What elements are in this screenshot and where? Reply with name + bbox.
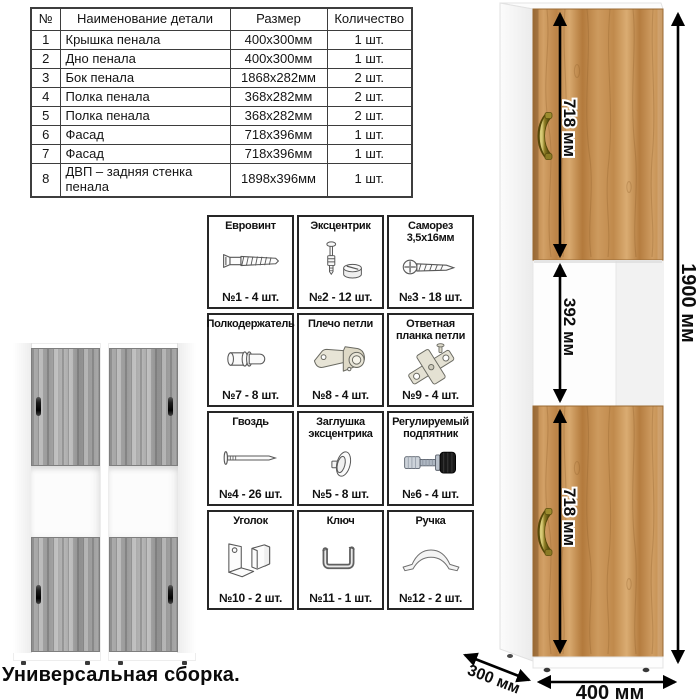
part-qty: 2 шт. [327, 88, 412, 107]
hardware-name: Гвоздь [232, 416, 269, 428]
shelf-pin-icon [220, 330, 282, 388]
cabinet-foot [643, 668, 650, 672]
part-number: 2 [31, 50, 60, 69]
column-header: Наименование детали [60, 8, 230, 31]
part-row [31, 145, 412, 164]
part-size: 368х282мм [230, 107, 327, 126]
part-size: 368х282мм [230, 88, 327, 107]
hinge-arm-icon [308, 330, 374, 388]
hardware-cell [297, 313, 384, 407]
part-qty: 1 шт. [327, 145, 412, 164]
part-qty: 2 шт. [327, 107, 412, 126]
gray-door-bottom [109, 537, 178, 652]
hardware-name: Саморез 3,5х16мм [406, 220, 455, 245]
part-qty: 1 шт. [327, 126, 412, 145]
part-number: 3 [31, 69, 60, 88]
cabinet-variant-left [13, 343, 101, 661]
hardware-count: №10 - 2 шт. [218, 591, 283, 605]
hardware-cell [207, 313, 294, 407]
euro-screw-icon [218, 232, 284, 290]
door-handle [36, 585, 41, 604]
wood-door-bottom [533, 406, 663, 657]
dim-bottom-door-label: 718 мм [560, 487, 579, 547]
door-handle [168, 585, 173, 604]
gray-door-top [31, 348, 100, 466]
dim-total-height-label: 1900 мм [677, 263, 699, 343]
door-handle [168, 397, 173, 416]
part-number: 7 [31, 145, 60, 164]
parts-table-body [31, 31, 412, 197]
corner-bracket-icon [220, 527, 282, 591]
part-number: 6 [31, 126, 60, 145]
hardware-count: №8 - 4 шт. [312, 388, 369, 402]
part-row [31, 126, 412, 145]
part-name: Крышка пенала [60, 31, 230, 50]
hardware-name: Эксцентрик [310, 220, 371, 232]
part-row [31, 31, 412, 50]
hardware-count: №7 - 8 шт. [222, 388, 279, 402]
open-niche [31, 466, 100, 537]
part-name: Полка пенала [60, 88, 230, 107]
part-name: Дно пенала [60, 50, 230, 69]
cabinet-foot [507, 654, 513, 658]
dim-top-door-label: 718 мм [560, 98, 579, 158]
cabinet-foot [544, 668, 551, 672]
caption: Универсальная сборка. [2, 664, 240, 686]
hardware-grid [207, 215, 474, 610]
hardware-name: Регулируемый подпятник [392, 416, 469, 441]
gray-door-bottom [31, 537, 100, 652]
hardware-cell [297, 215, 384, 309]
cam-bolt-icon [310, 232, 372, 290]
hardware-count: №2 - 12 шт. [308, 290, 373, 304]
part-row [31, 164, 412, 197]
part-number: 4 [31, 88, 60, 107]
part-number: 5 [31, 107, 60, 126]
cabinet-variants [13, 343, 197, 667]
hardware-cell [297, 510, 384, 610]
wood-door-top [533, 9, 663, 260]
open-niche [109, 466, 178, 537]
hardware-cell [207, 215, 294, 309]
cam-cap-icon [312, 441, 370, 487]
hardware-cell [297, 411, 384, 506]
part-qty: 1 шт. [327, 31, 412, 50]
hardware-name: Плечо петли [307, 318, 374, 330]
dim-depth-label: 300 мм [464, 662, 523, 698]
part-name: Фасад [60, 126, 230, 145]
part-name: Фасад [60, 145, 230, 164]
part-row [31, 50, 412, 69]
hardware-name: Уголок [233, 515, 268, 527]
hardware-count: №4 - 26 шт. [218, 487, 283, 501]
open-niche [534, 260, 662, 406]
hex-key-icon [312, 527, 370, 591]
part-number: 1 [31, 31, 60, 50]
part-name: Полка пенала [60, 107, 230, 126]
hardware-name: Ручка [415, 515, 446, 527]
parts-table [30, 7, 413, 198]
part-name: ДВП – задняя стенка пенала [60, 164, 230, 197]
hardware-cell [207, 510, 294, 610]
column-header: № [31, 8, 60, 31]
part-number: 8 [31, 164, 60, 197]
hardware-name: Евровинт [225, 220, 276, 232]
part-size: 718х396мм [230, 126, 327, 145]
part-qty: 1 шт. [327, 164, 412, 197]
hardware-cell [207, 411, 294, 506]
cabinet-side-panel [177, 343, 196, 653]
hardware-count: №9 - 4 шт. [402, 388, 459, 402]
part-size: 400х300мм [230, 50, 327, 69]
hardware-count: №6 - 4 шт. [402, 487, 459, 501]
dim-width-label: 400 мм [575, 682, 645, 700]
main-cabinet-drawing [450, 0, 700, 700]
dim-niche-label: 392 мм [560, 297, 579, 357]
part-size: 718х396мм [230, 145, 327, 164]
gray-door-top [109, 348, 178, 466]
part-row [31, 69, 412, 88]
nail-icon [219, 428, 283, 487]
parts-table-header-row [31, 8, 412, 31]
hardware-name: Заглушка эксцентрика [308, 416, 373, 441]
part-row [31, 107, 412, 126]
part-name: Бок пенала [60, 69, 230, 88]
cabinet-variant-right [108, 343, 196, 661]
part-size: 1898х396мм [230, 164, 327, 197]
hardware-count: №11 - 1 шт. [309, 591, 372, 605]
part-qty: 2 шт. [327, 69, 412, 88]
column-header: Размер [230, 8, 327, 31]
part-row [31, 88, 412, 107]
column-header: Количество [327, 8, 412, 31]
hardware-count: №1 - 4 шт. [222, 290, 279, 304]
hardware-count: №12 - 2 шт. [398, 591, 463, 605]
hardware-name: Ответная планка петли [395, 318, 466, 343]
cabinet-side-panel [13, 343, 32, 653]
hardware-name: Полкодержатель [206, 318, 295, 330]
hardware-count: №3 - 18 шт. [398, 290, 463, 304]
part-qty: 1 шт. [327, 50, 412, 69]
hardware-count: №5 - 8 шт. [312, 487, 369, 501]
part-size: 400х300мм [230, 31, 327, 50]
door-handle [36, 397, 41, 416]
hardware-name: Ключ [326, 515, 355, 527]
part-size: 1868х282мм [230, 69, 327, 88]
